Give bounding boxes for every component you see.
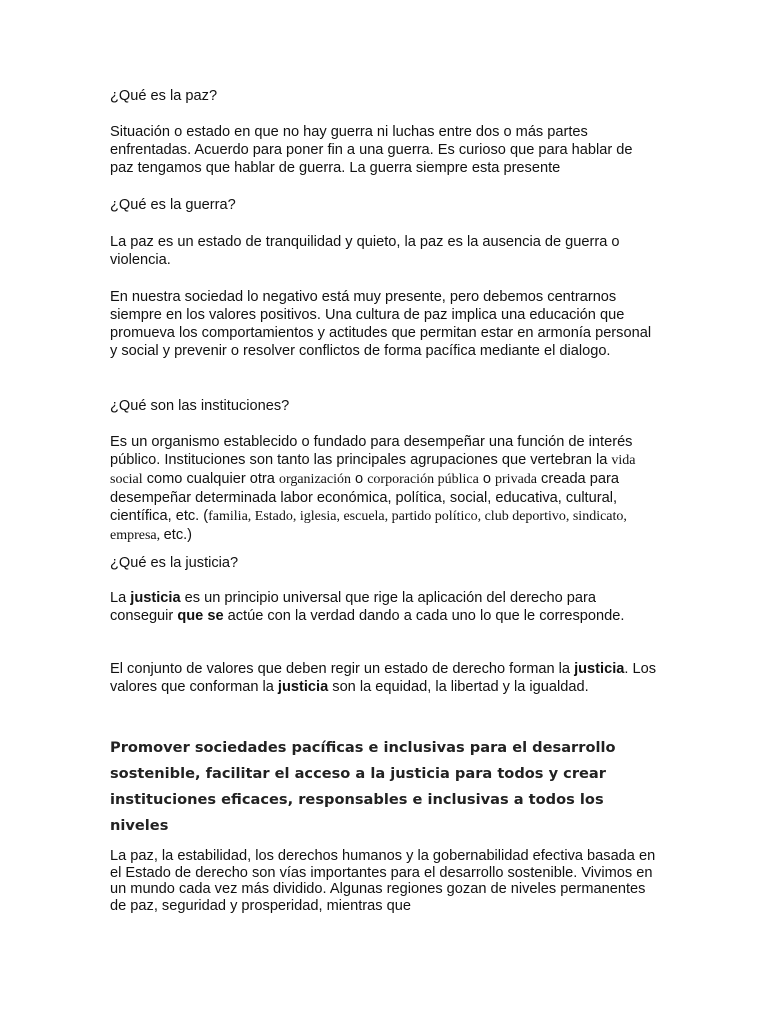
separator: ,: [384, 509, 392, 524]
document-page: [110, 0, 658, 1024]
link-privada[interactable]: privada: [495, 472, 537, 487]
justicia-text: es un principio universal que rige la aplicación del derecho para conseguir: [110, 590, 596, 624]
link-organizacion[interactable]: organización: [278, 472, 351, 487]
justicia-bold: justicia: [130, 590, 181, 606]
justicia-paragraph-1: [110, 589, 658, 625]
link-corporacion-publica[interactable]: corporación pública: [367, 472, 479, 487]
society-paragraph: En nuestra sociedad lo negativo está muy presente, pero debemos centrarnos siempre en los valores positivos. Una cultura de paz implica una educación que promueva los comportamientos y actitudes que permitan estar en armonía personal y social y prevenir o resolver conflictos de forma pacífica mediante el dialogo.: [110, 289, 652, 359]
link-vida-social[interactable]: vida social: [110, 453, 636, 487]
instituciones-text: Es un organismo establecido o fundado para desempeñar una función de interés público. Instituciones son tanto las principales agrupaciones que vertebran la: [110, 434, 633, 468]
goal-paragraph: La paz, la estabilidad, los derechos humanos y la gobernabilidad efectiva basada en el Estado de derecho son vías importantes para el desarrollo sostenible. Vivimos en un mundo cada vez más dividido. Algunas regiones gozan de niveles permanentes de paz, seguridad y prosperidad, mientras que: [110, 848, 656, 914]
separator: ,: [336, 509, 344, 524]
question-justicia: ¿Qué es la justicia?: [110, 555, 239, 571]
link-sindicato[interactable]: sindicato: [572, 509, 624, 524]
que-se-bold: que se: [177, 608, 224, 624]
separator: ,: [565, 509, 573, 524]
instituciones-text: creada para desempeñar determinada labor económica, política, social, educativa, cultural, científica, etc. (: [110, 471, 619, 524]
justicia-bold: justicia: [574, 661, 625, 677]
guerra-definition-paragraph: La paz es un estado de tranquilidad y quieto, la paz es la ausencia de guerra o violencia.: [110, 234, 620, 268]
question-guerra: ¿Qué es la guerra?: [110, 197, 236, 213]
instituciones-paragraph: [110, 433, 658, 545]
link-empresa[interactable]: empresa: [110, 528, 157, 543]
link-escuela[interactable]: escuela: [343, 509, 385, 524]
link-estado[interactable]: Estado: [254, 509, 293, 524]
link-familia[interactable]: familia: [208, 509, 248, 524]
question-paz: ¿Qué es la paz?: [110, 88, 218, 104]
instituciones-text: o: [478, 471, 496, 487]
justicia-text: son la equidad, la libertad y la igualdad.: [328, 679, 589, 695]
separator: ,: [477, 509, 485, 524]
justicia-text: . Los valores que conforman la: [110, 661, 657, 695]
justicia-bold: justicia: [277, 679, 329, 695]
instituciones-text: o: [350, 471, 368, 487]
goal-heading: Promover sociedades pacíficas e inclusivas para el desarrollo sostenible, facilitar el acceso a la justicia para todos y crear instituciones eficaces, responsables e inclusivas a todos los niveles: [110, 739, 616, 834]
separator: ,: [156, 528, 164, 543]
link-iglesia[interactable]: iglesia: [299, 509, 337, 524]
separator: ,: [292, 509, 300, 524]
separator: ,: [623, 509, 627, 524]
justicia-text: La: [110, 590, 131, 606]
justicia-paragraph-2: [110, 660, 658, 696]
justicia-text: El conjunto de valores que deben regir un estado de derecho forman la: [110, 661, 575, 677]
instituciones-text: como cualquier otra: [142, 471, 279, 487]
link-club-deportivo[interactable]: club deportivo: [484, 509, 566, 524]
question-instituciones: ¿Qué son las instituciones?: [110, 398, 290, 414]
justicia-text: actúe con la verdad dando a cada uno lo que le corresponde.: [223, 608, 625, 624]
separator: ,: [247, 509, 255, 524]
paz-definition-paragraph: Situación o estado en que no hay guerra ni luchas entre dos o más partes enfrentadas. Acuerdo para poner fin a una guerra. Es curioso que para hablar de paz tengamos que hablar de guerra. La guerra siempre esta presente: [110, 124, 633, 176]
instituciones-text: etc.): [163, 527, 193, 543]
link-partido-politico[interactable]: partido político: [391, 509, 478, 524]
